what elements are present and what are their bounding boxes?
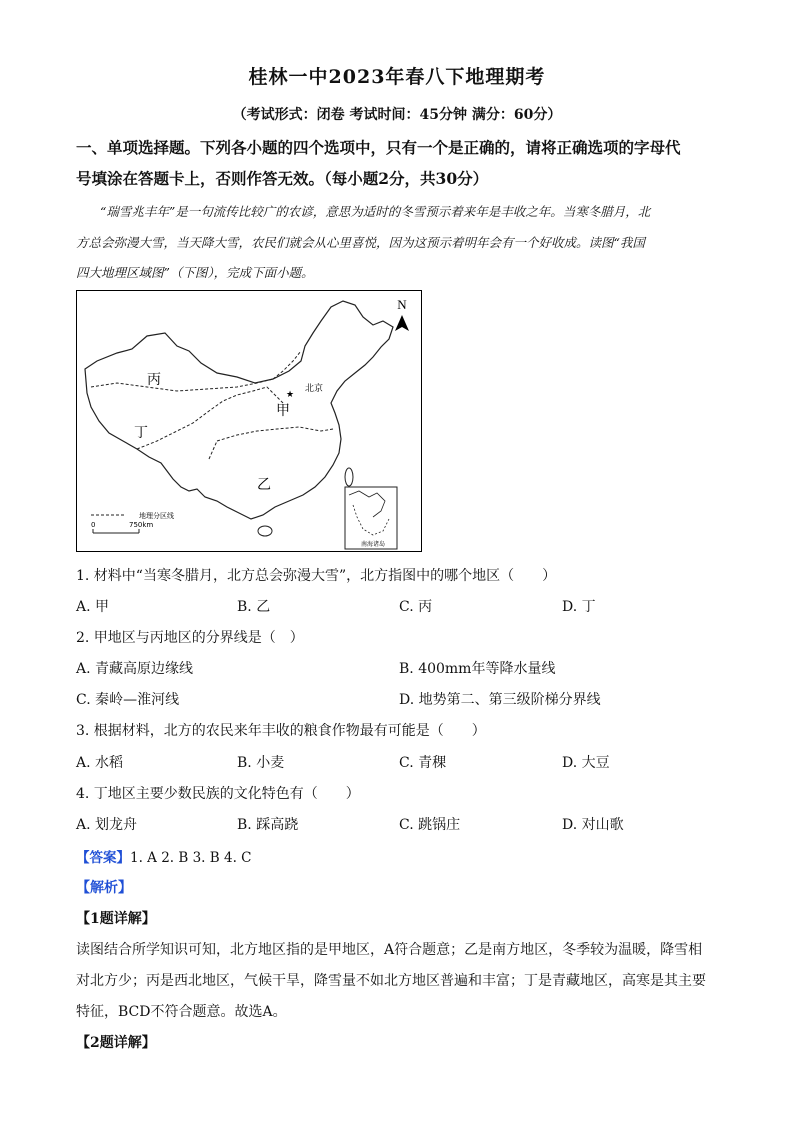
region-yi-label: 乙 [257,477,271,493]
answer-tag: 【答案】 [76,850,130,866]
analysis-label: 【解析】 [76,880,132,896]
scale-distance: 750km [129,521,154,529]
question-4-option-c[interactable]: C. 跳锅庄 [399,817,461,833]
question-3-option-a[interactable]: A. 水稻 [76,755,124,771]
beijing-star-icon: ★ [285,390,295,400]
region-ding-label: 丁 [134,425,148,441]
question-1-option-a[interactable]: A. 甲 [76,599,110,615]
beijing-label: 北京 [305,384,324,394]
section-instruction-line1: 一、单项选择题。下列各小题的四个选项中，只有一个是正确的，请将正确选项的字母代 [76,138,681,157]
boundary-qinling-huaihe [217,427,333,441]
question-1-stem: 1. 材料中“当寒冬腊月，北方总会弥漫大雪”，北方指图中的哪个地区（ ） [76,568,557,584]
boundary-south [209,441,217,459]
question-4-option-d[interactable]: D. 对山歌 [562,817,624,833]
question-1-option-b[interactable]: B. 乙 [237,599,271,615]
detail-2-heading: 【2题详解】 [76,1035,156,1051]
question-3-option-d[interactable]: D. 大豆 [562,755,610,771]
china-outline [85,301,393,519]
intro-line3: 四大地理区域图”（下图），完成下面小题。 [76,265,314,280]
scale-zero: 0 [91,521,96,529]
region-bing-label: 丙 [147,372,161,388]
hainan-island [258,526,272,536]
detail-1-line1: 读图结合所学知识可知，北方地区指的是甲地区，A符合题意；乙是南方地区，冬季较为温暖，降雪相 [76,942,703,958]
question-2-stem: 2. 甲地区与丙地区的分界线是（ ） [76,630,304,646]
north-arrow-icon [395,315,409,331]
intro-line2: 方总会弥漫大雪，当天降大雪，农民们就会从心里喜悦，因为这预示着明年会有一个好收成。读图“我国 [76,235,645,250]
inset-label: 南海诸岛 [360,541,386,548]
exam-info: （考试形式：闭卷 考试时间：45分钟 满分：60分） [232,107,562,123]
detail-1-heading: 【1题详解】 [76,911,156,927]
intro-line1: “瑞雪兆丰年”是一句流传比较广的农谚，意思为适时的冬雪预示着来年是丰收之年。当寒冬腊月，北 [100,204,651,219]
china-regions-map [76,290,422,552]
question-4-option-b[interactable]: B. 踩高跷 [237,817,299,833]
question-4-option-a[interactable]: A. 划龙舟 [76,817,138,833]
question-2-option-a[interactable]: A. 青藏高原边缘线 [76,661,194,677]
question-3-option-b[interactable]: B. 小麦 [237,755,285,771]
answer-values: 1. A 2. B 3. B 4. C [130,850,252,866]
question-1-option-c[interactable]: C. 丙 [399,599,433,615]
question-3-stem: 3. 根据材料，北方的农民来年丰收的粮食作物最有可能是（ ） [76,723,486,739]
question-3-option-c[interactable]: C. 青稞 [399,755,447,771]
boundary-northwest [91,379,273,391]
question-1-option-d[interactable]: D. 丁 [562,599,596,615]
page-title: 桂林一中2023年春八下地理期考 [248,66,546,88]
north-label: N [397,297,407,312]
section-instruction-line2: 号填涂在答题卡上，否则作答无效。（每小题2分，共30分） [76,169,489,188]
region-jia-label: 甲 [276,403,290,419]
legend-label: 地理分区线 [139,512,174,520]
boundary-qinghai-tibet [137,387,283,449]
question-2-option-d[interactable]: D. 地势第二、第三级阶梯分界线 [399,692,601,708]
map-svg [77,291,421,551]
question-2-option-c[interactable]: C. 秦岭—淮河线 [76,692,180,708]
question-4-stem: 4. 丁地区主要少数民族的文化特色有（ ） [76,786,360,802]
answer-line [76,846,251,866]
taiwan-island [345,468,353,486]
detail-1-line2: 对北方少；丙是西北地区，气候干旱，降雪量不如北方地区普遍和丰富；丁是青藏地区，高寒是其主要 [76,973,706,989]
detail-1-line3: 特征，BCD不符合题意。故选A。 [76,1004,287,1020]
question-2-option-b[interactable]: B. 400mm年等降水量线 [399,661,556,677]
